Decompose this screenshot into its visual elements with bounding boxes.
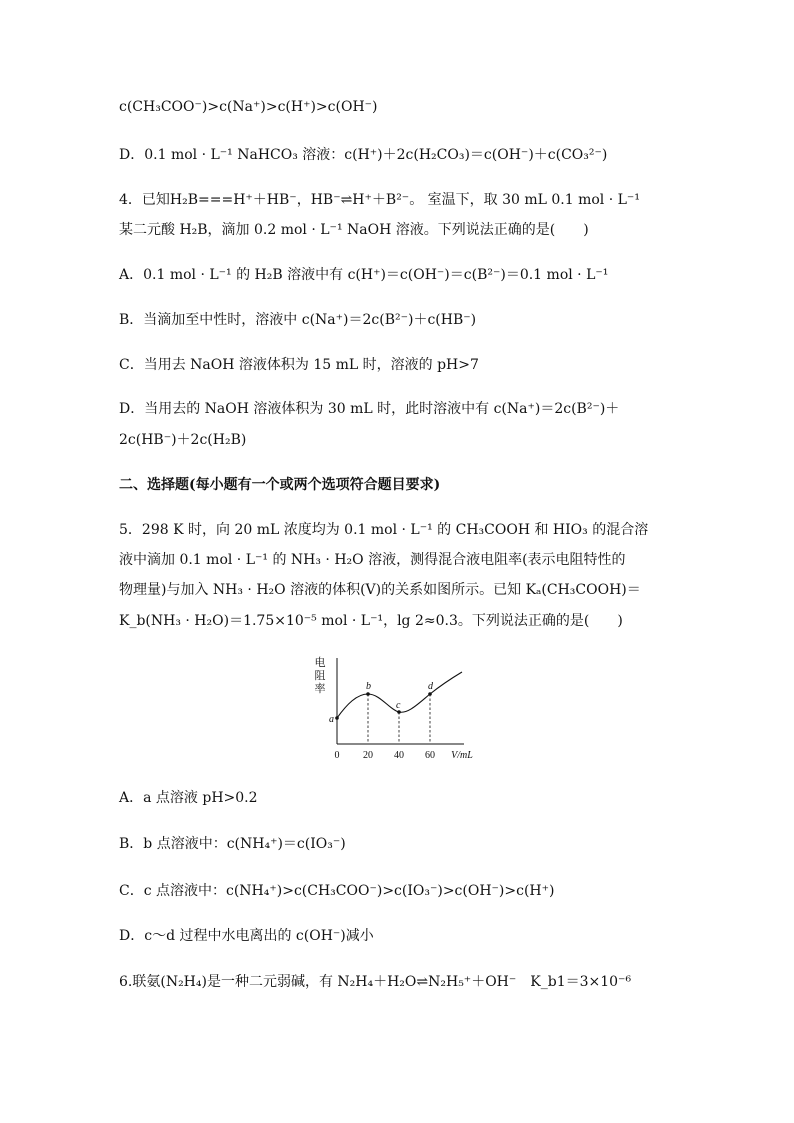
- point-b: [366, 692, 370, 696]
- question-5-line-3: 物理量)与加入 NH₃ · H₂O 溶液的体积(V)的关系如图所示。已知 Kₐ(CH₃COOH)＝: [119, 582, 641, 598]
- x-axis-label: V/mL: [451, 750, 473, 761]
- point-label-d: d: [428, 681, 433, 692]
- question-5-line-2: 液中滴加 0.1 mol · L⁻¹ 的 NH₃ · H₂O 溶液，测得混合液电阻率(表示电阻特性的: [119, 552, 626, 568]
- x-tick-labels: [335, 750, 436, 761]
- point-a: [335, 716, 339, 720]
- text-line-1: c(CH₃COO⁻)>c(Na⁺)>c(H⁺)>c(OH⁻): [119, 99, 378, 115]
- x-tick-label: 20: [363, 750, 373, 761]
- question-4-line-1: 4．已知H₂B===H⁺＋HB⁻，HB⁻⇌H⁺＋B²⁻。 室温下，取 30 mL 0.1 mol · L⁻¹: [119, 192, 640, 208]
- x-tick-label: 40: [394, 750, 404, 761]
- section-heading: 二、选择题(每小题有一个或两个选项符合题目要求): [119, 477, 441, 493]
- option-c-q4: C．当用去 NaOH 溶液体积为 15 mL 时，溶液的 pH>7: [119, 357, 479, 373]
- x-tick-label: 60: [425, 750, 435, 761]
- option-c-q5: C．c 点溶液中：c(NH₄⁺)>c(CH₃COO⁻)>c(IO₃⁻)>c(OH⁻)>c(H⁺): [119, 883, 555, 899]
- x-tick-label: 0: [334, 750, 340, 761]
- option-d-q3: D．0.1 mol · L⁻¹ NaHCO₃ 溶液：c(H⁺)＋2c(H₂CO₃)＝c(OH⁻)＋c(CO₃²⁻): [119, 147, 608, 163]
- question-5-line-1: 5．298 K 时，向 20 mL 浓度均为 0.1 mol · L⁻¹ 的 CH₃COOH 和 HIO₃ 的混合溶: [119, 522, 649, 538]
- point-markers: [329, 681, 434, 725]
- option-d-q4-line-1: D．当用去的 NaOH 溶液体积为 30 mL 时，此时溶液中有 c(Na⁺)＝2c(B²⁻)＋: [119, 401, 620, 417]
- option-a-q5: A．a 点溶液 pH>0.2: [119, 790, 258, 806]
- resistivity-chart: [312, 652, 482, 764]
- point-d: [428, 692, 432, 696]
- y-label-char-3: 率: [314, 683, 326, 695]
- question-5-line-4: K_b(NH₃ · H₂O)＝1.75×10⁻⁵ mol · L⁻¹，lg 2≈0.3。下列说法正确的是( ): [119, 613, 623, 629]
- option-d-q4-line-2: 2c(HB⁻)＋2c(H₂B): [119, 432, 247, 448]
- point-label-b: b: [366, 681, 371, 692]
- option-d-q5: D．c～d 过程中水电离出的 c(OH⁻)减小: [119, 928, 374, 944]
- option-b-q5: B．b 点溶液中：c(NH₄⁺)＝c(IO₃⁻): [119, 836, 346, 852]
- question-4-line-2: 某二元酸 H₂B，滴加 0.2 mol · L⁻¹ NaOH 溶液。下列说法正确的是( ): [119, 222, 589, 238]
- question-6-line-1: 6.联氨(N₂H₄)是一种二元弱碱，有 N₂H₄＋H₂O⇌N₂H₅⁺＋OH⁻ K_b1＝3×10⁻⁶: [119, 974, 632, 990]
- point-label-a: a: [329, 714, 334, 725]
- option-a-q4: A．0.1 mol · L⁻¹ 的 H₂B 溶液中有 c(H⁺)＝c(OH⁻)＝c(B²⁻)＝0.1 mol · L⁻¹: [119, 267, 609, 283]
- y-label-char-1: 电: [314, 657, 326, 669]
- y-label-char-2: 阻: [314, 670, 326, 682]
- option-b-q4: B．当滴加至中性时，溶液中 c(Na⁺)＝2c(B²⁻)＋c(HB⁻): [119, 312, 477, 328]
- y-axis-label: [315, 655, 326, 695]
- point-label-c: c: [396, 700, 401, 711]
